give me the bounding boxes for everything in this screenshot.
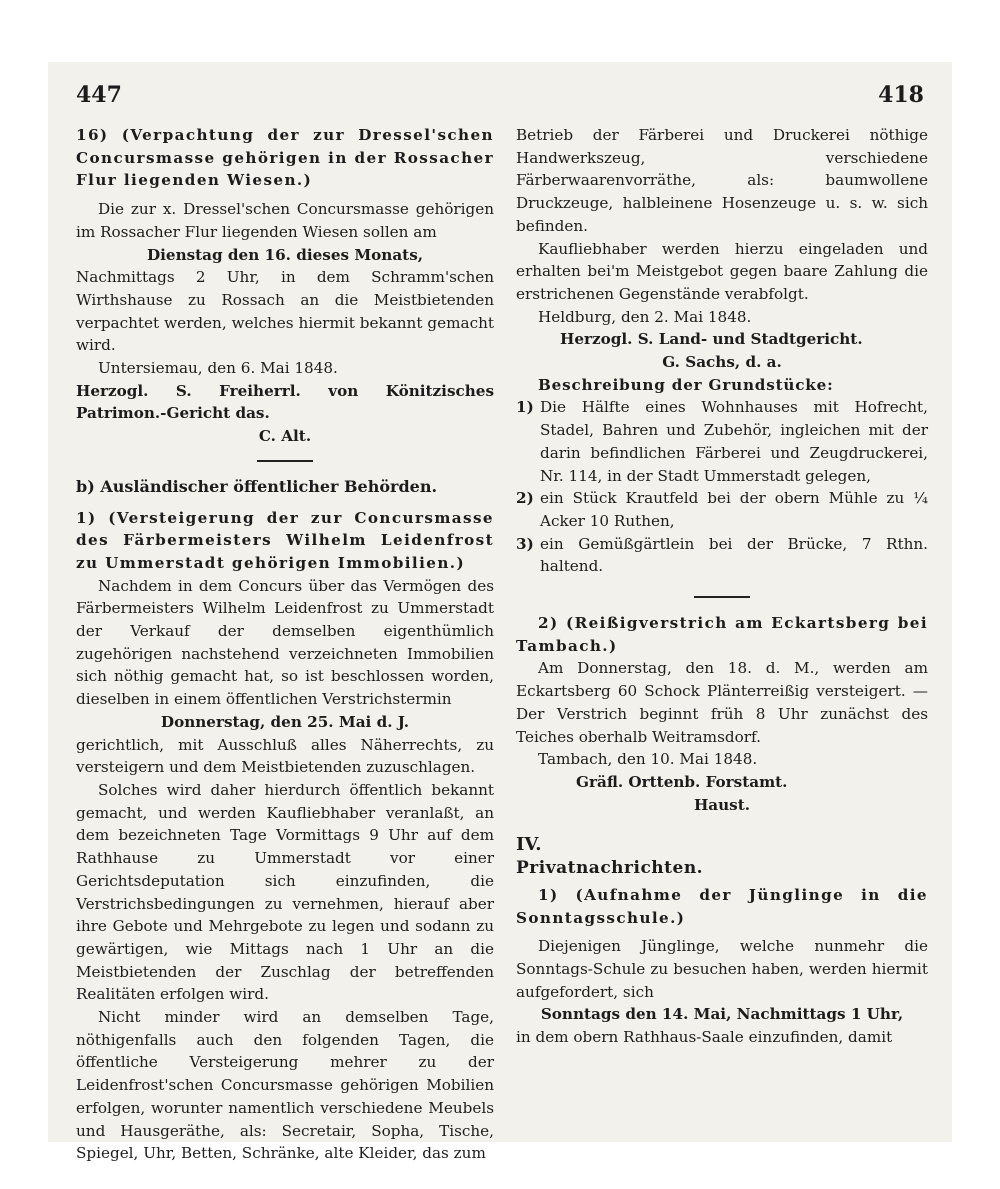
notice-1-place-date: Heldburg, den 2. Mai 1848.	[538, 307, 752, 326]
notice-p1-date: Sonntags den 14. Mai, Nachmittags 1 Uhr,	[540, 1005, 904, 1024]
list-item: 3) ein Gemüßgärtlein bei der Brücke, 7 Rthn. haltend.	[516, 534, 928, 576]
notice-p1-tail: in dem obern Rathhaus-Saale einzufinden, damit	[516, 1028, 893, 1047]
notice-16-body: Die zur x. Dressel'schen Concursmasse gehörigen im Rossacher Flur liegenden Wiesen sollen am	[76, 200, 494, 241]
notice-1-authority: Herzogl. S. Land- und Stadtgericht.	[560, 330, 863, 349]
section-iv-heading: IV.	[516, 834, 542, 856]
notice-16-authority: Herzogl. S. Freiherrl. von Könitzisches Patrimon.-Gericht das.	[76, 381, 494, 423]
newspaper-page	[48, 62, 952, 1163]
notice-2-signature: Haust.	[693, 795, 751, 814]
notice-16-heading: 16) (Verpachtung der zur Dressel'schen Concursmasse gehörigen in der Rossacher Flur liegenden Wiesen.)	[76, 126, 494, 190]
page-number-left: 447	[76, 82, 122, 108]
notice-2-body: Am Donnerstag, den 18. d. M., werden am Eckartsberg 60 Schock Plänterreißig versteigert. — Der Verstrich beginnt früh 8 Uhr zunächst des Teiches oberhalb Weitramsdorf.	[516, 659, 928, 746]
notice-1-date: Donnerstag, den 25. Mai d. J.	[160, 712, 410, 731]
section-divider	[694, 596, 750, 598]
notice-1-body-2: gerichtlich, mit Ausschluß alles Näherrechts, zu versteigern und dem Meistbietenden zuzuschlagen.	[76, 735, 494, 777]
notice-1-body: Nachdem in dem Concurs über das Vermögen des Färbermeisters Wilhelm Leidenfrost zu Ummerstadt der Verkauf der demselben eigenthümlich zugehörigen nachstehend verzeichneten Immobilien sich nöthig gemacht hat, so ist beschlossen worden, dieselben in einem öffentlichen Verstrichstermin	[76, 576, 494, 709]
notice-16-date: Dienstag den 16. dieses Monats,	[146, 245, 424, 264]
list-item: 1) Die Hälfte eines Wohnhauses mit Hofrecht, Stadel, Bahren und Zubehör, ingleichen mit der darin befindlichen Färberei und Zeugdruckerei, Nr. 114, in der Stadt Ummerstadt gelegen,	[516, 398, 928, 485]
section-b-heading: b) Ausländischer öffentlicher Behörden.	[76, 476, 438, 496]
notice-p1-heading: 1) (Aufnahme der Jünglinge in die Sonntagsschule.)	[516, 885, 928, 927]
notice-1-signature: G. Sachs, d. a.	[662, 353, 782, 372]
list-item: 2) ein Stück Krautfeld bei der obern Mühle zu ¼ Acker 10 Ruthen,	[516, 489, 928, 530]
private-news-heading: Privatnachrichten.	[516, 858, 704, 879]
right-column	[516, 124, 928, 1049]
notice-1-continuation-2: Kaufliebhaber werden hierzu eingeladen und erhalten bei'm Meistgebot gegen baare Zahlung die erstrichenen Gegenstände verabfolgt.	[516, 239, 928, 303]
page-number-right: 418	[878, 82, 924, 108]
left-column	[76, 124, 494, 1165]
property-list	[516, 396, 928, 578]
notice-1-heading: 1) (Versteigerung der zur Concursmasse des Färbermeisters Wilhelm Leidenfrost zu Ummerstadt gehörigen Immobilien.)	[76, 508, 494, 572]
notice-16-body-2: Nachmittags 2 Uhr, in dem Schramm'schen Wirthshause zu Rossach an die Meistbietenden verpachtet werden, welches hiermit bekannt gemacht wird.	[76, 268, 494, 355]
notice-16-place-date: Untersiemau, den 6. Mai 1848.	[98, 359, 338, 378]
notice-16-signature: C. Alt.	[258, 427, 312, 446]
notice-2-place-date: Tambach, den 10. Mai 1848.	[538, 750, 758, 769]
notice-1-continuation: Betrieb der Färberei und Druckerei nöthige Handwerkszeug, verschiedene Färberwaarenvorräthe, als: baumwollene Druckzeuge, halbleinene Hosenzeuge u. s. w. sich befinden.	[516, 126, 928, 235]
notice-p1-body: Diejenigen Jünglinge, welche nunmehr die Sonntags-Schule zu besuchen haben, werden hiermit aufgefordert, sich	[516, 937, 928, 1001]
description-heading: Beschreibung der Grundstücke:	[538, 375, 834, 394]
notice-1-body-3: Solches wird daher hierdurch öffentlich bekannt gemacht, und werden Kaufliebhaber veranlaßt, an dem bezeichneten Tage Vormittags 9 Uhr auf dem Rathhause zu Ummerstadt vor einer Gerichtsdeputation sich einzufinden, die Verstrichsbedingungen zu vernehmen, hierauf aber ihre Gebote und Mehrgebote zu legen und sodann zu gewärtigen, wie Mittags nach 1 Uhr an die Meistbietenden der Zuschlag der betreffenden Realitäten erfolgen wird.	[76, 780, 494, 1004]
notice-2-heading: 2) (Reißigverstrich am Eckartsberg bei Tambach.)	[516, 614, 928, 655]
notice-1-body-4: Nicht minder wird an demselben Tage, nöthigenfalls auch den folgenden Tagen, die öffentliche Versteigerung mehrer zu der Leidenfrost'schen Concursmasse gehörigen Mobilien erfolgen, worunter namentlich verschiedene Meubels und Hausgeräthe, als: Secretair, Sopha, Tische, Spiegel, Uhr, Betten, Schränke, alte Kleider, das zum	[76, 1008, 494, 1163]
notice-2-authority: Gräfl. Orttenb. Forstamt.	[576, 772, 788, 791]
section-divider	[257, 460, 313, 462]
